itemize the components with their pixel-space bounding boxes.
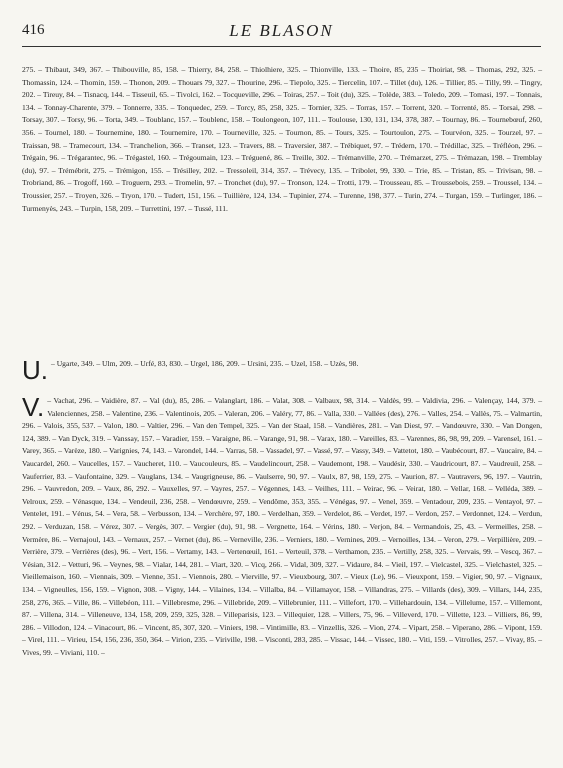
header-rule (22, 46, 541, 47)
running-title: LE BLASON (229, 21, 334, 40)
section-initial-u: U. (22, 355, 48, 385)
page-number: 416 (22, 22, 45, 38)
index-section-v (22, 392, 542, 765)
index-section-u (22, 355, 542, 385)
index-entries-t: 275. – Thibaut, 349, 367. – Thibouville, 85, 158. – Thierry, 84, 258. – Thiolhiere, 325. – Thionville, 133. – Thoire, 85, 235 – Thoiriat, 98. – Thomas, 292, 325. – Thomassin, 124. – Thomin, 159. – Thonon, 209. – Thouars 79, 327. – Thourine, 296. – Tiepolo, 325. – Tiercelin, 107. – Tillet (du), 126. – Tillier, 85. – Tilly, 99. – Tingry, 202. – Tireuy, 84. – Tisnacq, 144. – Tisseuil, 65. – Tivolci, 162. – Tocqueville, 296. – Toiras, 257. – Toit (du), 325. – Tolède, 383. – Toledo, 209. – Tomasi, 197. – Tonnais, 134. – Tonnay-Charente, 379. – Tonnerre, 335. – Tonquedec, 259. – Torcy, 85, 258, 325. – Tornier, 325. – Torras, 157. – Torrent, 320. – Torrenté, 85. – Torsai, 298. – Torsay, 307. – Torsy, 96. – Torta, 349. – Toublanc, 157. – Toublenc, 158. – Toulongeon, 107, 111. – Toulouse, 130, 131, 134, 378, 387. – Tournay, 86. – Tournebœuf, 260, 356. – Tournel, 180. – Tournemine, 180. – Tournemire, 170. – Tourneville, 325. – Tournon, 85. – Tours, 325. – Tourtoulon, 275. – Tourvéon, 325. – Tourzel, 97. – Traissan, 98. – Tramecourt, 134. – Tranchelion, 366. – Transet, 123. – Travers, 88. – Traversier, 387. – Trébiquet, 97. – Trédern, 170. – Trédillac, 325. – Tréfléon, 296. – Trégain, 96. – Trégarantec, 96. – Trégastel, 160. – Trégoumain, 123. – Tréguené, 86. – Treille, 302. – Trémanville, 270. – Trémarzet, 275. – Trémazan, 198. – Tremblay (du), 97. – Trémébrit, 275. – Trémigon, 155. – Trésilley, 202. – Tressoleil, 314, 357. – Trévecy, 135. – Tribolet, 99, 330. – Trie, 85. – Tristan, 85. – Trivisan, 98. – Trobriand, 86. – Trogoff, 160. – Troguern, 293. – Tromelin, 97. – Tronchet (du), 97. – Tronson, 124. – Trotti, 179. – Trousseau, 85. – Troussebois, 259. – Troussel, 134. – Troussier, 257. – Troyen, 326. – Tryon, 170. – Tudert, 151, 156. – Tuillière, 124, 134. – Tupinier, 274. – Turenne, 198, 377. – Turin, 274. – Turgan, 159. – Turlinger, 186. – Turmenyès, 243. – Turpin, 158, 209. – Turrettini, 197. – Tussé, 111. (22, 65, 542, 213)
index-entries-u: – Ugarte, 349. – Ulm, 209. – Urfé, 83, 830. – Urgel, 186, 209. – Ursini, 235. – Uzel, 158. – Uzès, 98. (51, 359, 359, 368)
index-section-t (22, 64, 542, 354)
section-initial-v: V. (22, 392, 45, 422)
index-entries-v: – Vachat, 296. – Vaidière, 87. – Val (du), 85, 286. – Valanglart, 186. – Valat, 308. – Valbaux, 98, 314. – Valdès, 99. – Valdivia, 296. – Valençay, 144, 379. – Valenciennes, 258. – Valentine, 236. – Valentinois, 205. – Valeran, 206. – Valéry, 77, 86. – Valla, 330. – Vallées (des), 276. – Valles, 254. – Vallès, 75. – Valmartin, 296. – Valois, 355, 537. – Valon, 180. – Valtier, 296. – Van den Tempel, 325. – Van der Staal, 158. – Vandières, 281. – Van Diest, 97. – Vandœuvre, 330. – Van Dongen, 124, 389. – Van Dyck, 319. – Vanssay, 157. – Varadier, 159. – Varaigne, 86. – Varange, 91, 98. – Varax, 180. – Vareilles, 83. – Varennes, 86, 98, 99, 209. – Varensel, 161. – Varey, 365. – Varèze, 180. – Varignies, 74, 143. – Varondel, 144. – Varras, 58. – Vassadel, 97. – Vassé, 97. – Vassy, 349. – Vattetot, 180. – Vaubécourt, 87. – Vaucaire, 84. – Vaucardel, 260. – Vaucelles, 157. – Vaucheret, 110. – Vaucouleurs, 85. – Vaudelincourt, 258. – Vaudemont, 198. – Vaudésir, 330. – Vaudricourt, 87. – Vaudreuil, 258. – Vauferrier, 83. – Vaufontaine, 329. – Vauglans, 134. – Vaugrigneuse, 86. – Vaulserre, 90, 97. – Vaulx, 87, 98, 159, 275. – Vaurion, 87. – Vautravers, 96, 197. – Vautrin, 296. – Vauvredon, 209. – Vaux, 86, 292. – Vauxelles, 97. – Vayres, 257. – Végennes, 143. – Veilhes, 111. – Veirac, 96. – Veirat, 180. – Vellar, 168. – Velléda, 389. – Velroux, 259. – Vénasque, 134. – Vendeuil, 236, 258. – Vendœuvre, 259. – Vendôme, 353, 355. – Vénégas, 97. – Venel, 359. – Ventadour, 209, 235. – Ventayol, 97. – Ventelet, 191. – Vénus, 54. – Vera, 58. – Verbusson, 134. – Verchère, 97, 180. – Verdelhan, 359. – Verdelot, 86. – Verdet, 197. – Verdon, 257. – Verdonnet, 124. – Verdun, 292. – Verduzan, 158. – Vérez, 307. – Vergès, 307. – Vergier (du), 91, 98. – Vergnette, 164. – Vérins, 180. – Verjon, 84. – Vermandois, 25, 43. – Vermeilles, 258. – Vermère, 86. – Vernajoul, 143. – Vernaux, 257. – Vernet (du), 86. – Verneville, 236. – Verniers, 180. – Vernines, 209. – Vernoilles, 134. – Veron, 279. – Verpillière, 209. – Verrière, 379. – Verrières (des), 96. – Vert, 156. – Vertamy, 143. – Vertenœuil, 161. – Verteuil, 378. – Verthamon, 235. – Vertilly, 258, 325. – Vervais, 99. – Vescq, 367. – Vésian, 312. – Vetturi, 96. – Veynes, 98. – Vialar, 144, 281. – Viart, 320. – Vicq, 266. – Vidal, 309, 327. – Vidaure, 84. – Vieil, 197. – Vielcastel, 325. – Vielchastel, 325. – Vieillemaison, 160. – Viennais, 309. – Vienne, 351. – Viennois, 280. – Vierville, 97. – Vieuxbourg, 307. – Vieux (Le), 96. – Vieuxpont, 159. – Vigier, 90, 97. – Vignaux, 134. – Vigneulles, 156, 159. – Vignon, 308. – Vigny, 144. – Vilaines, 134. – Villalba, 84. – Villamayor, 158. – Villandras, 275. – Villards (des), 309. – Villars, 144, 235, 258, 276, 365. – Ville, 86. – Villebéon, 111. – Villebresme, 296. – Villebride, 209. – Villebrunier, 111. – Villefort, 170. – Villehardouin, 134. – Villelume, 157. – Villemont, 87. – Villena, 314. – Villeneuve, 134, 158, 209, 259, 325, 328. – Villeparisis, 123. – Villequier, 128. – Villers, 75, 96. – Villeverd, 170. – Villette, 123. – Villiers, 86, 99, 286. – Villodon, 124. – Vinacourt, 86. – Vincent, 85, 307, 320. – Viniers, 198. – Vintimille, 83. – Vinzellis, 326. – Vion, 274. – Vipart, 258. – Viperano, 286. – Vipont, 159. – Virel, 111. – Virieu, 154, 156, 236, 350, 364. – Virion, 235. – Viriville, 198. – Visconti, 283, 285. – Vissac, 144. – Vissec, 180. – Viti, 159. – Vitrolles, 257. – Vivay, 85. – Vives, 99. – Viviani, 110. – (22, 396, 542, 657)
